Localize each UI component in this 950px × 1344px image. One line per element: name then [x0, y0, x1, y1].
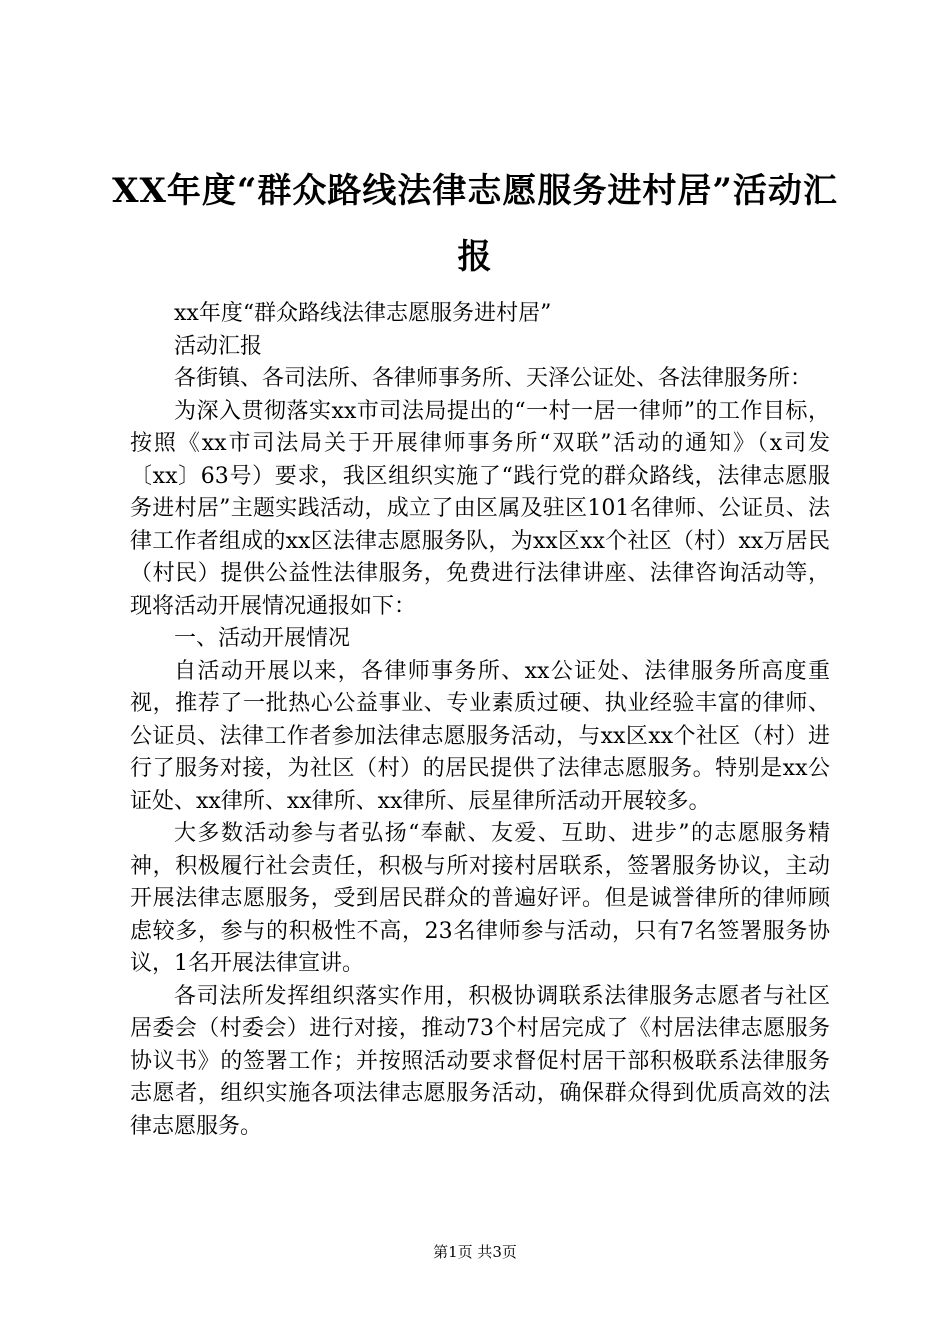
section-heading-activity: 一、活动开展情况 [174, 626, 351, 651]
paragraph-subtitle-line-1: xx年度“群众路线法律志愿服务进村居” [174, 301, 552, 326]
paragraph-subtitle-line-2: 活动汇报 [174, 333, 263, 359]
document-title: XX年度“群众路线法律志愿服务进村居”活动汇报 [112, 171, 838, 277]
paragraph-participants: 大多数活动参与者弘扬“奉献、友爱、互助、进步”的志愿服务精神，积极履行社会责任，积极与所对接村居联系，签署服务协议，主动开展法律志愿服务，受到居民群众的普遍好评。但是诚誉律所的律师顾虑较多，参与的积极性不高，23名律师参与活动，只有7名签署服务协议，1名开展法律宣讲。 [130, 821, 830, 976]
paragraph-judicial-offices: 各司法所发挥组织落实作用，积极协调联系法律服务志愿者与社区居委会（村委会）进行对接，推动73个村居完成了《村居法律志愿服务协议书》的签署工作；并按照活动要求督促村居干部积极联系法律服务志愿者，组织实施各项法律志愿服务活动，确保群众得到优质高效的法律志愿服务。 [130, 983, 830, 1139]
paragraph-activity-overview: 自活动开展以来，各律师事务所、xx公证处、法律服务所高度重视，推荐了一批热心公益事业、专业素质过硬、执业经验丰富的律师、公证员、法律工作者参加法律志愿服务活动，与xx区xx个社区（村）进行了服务对接，为社区（村）的居民提供了法律志愿服务。特别是xx公证处、xx律所、xx律所、xx律所、辰星律所活动开展较多。 [130, 658, 830, 814]
paragraph-introduction: 为深入贯彻落实xx市司法局提出的“一村一居一律师”的工作目标，按照《xx市司法局关于开展律师事务所“双联”活动的通知》（x司发〔xx〕63号）要求，我区组织实施了“践行党的群众路线，法律志愿服务进村居”主题实践活动，成立了由区属及驻区101名律师、公证员、法律工作者组成的xx区法律志愿服务队，为xx区xx个社区（村）xx万居民（村民）提供公益性法律服务，免费进行法律讲座、法律咨询活动等，现将活动开展情况通报如下： [130, 398, 830, 619]
document-body [130, 298, 830, 1143]
paragraph-addressees: 各街镇、各司法所、各律师事务所、天泽公证处、各法律服务所： [174, 366, 813, 391]
page-number-footer: 第1页 共3页 [433, 1243, 517, 1261]
